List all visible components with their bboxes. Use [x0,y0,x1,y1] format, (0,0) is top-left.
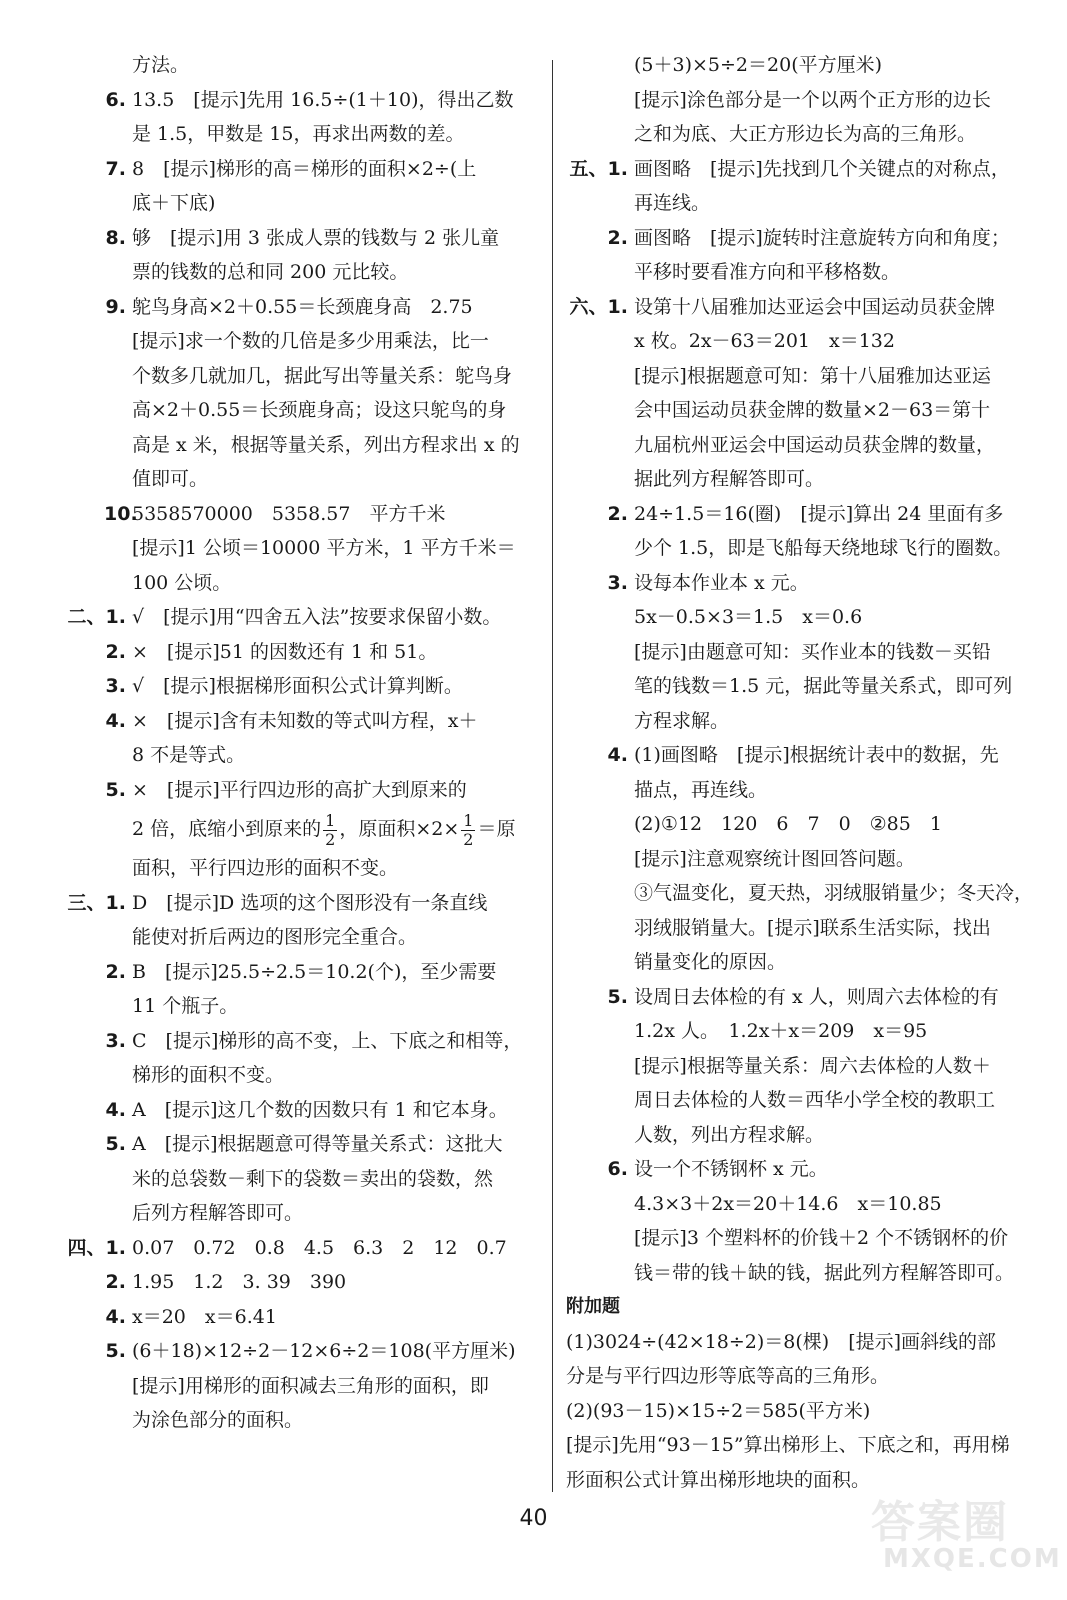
text-line: 够 [提示]用 3 张成人票的钱数与 2 张儿童 [132,226,500,249]
column-divider [552,60,553,1492]
text-line: 票的钱数的总和同 200 元比较。 [132,261,409,283]
text-line: 值即可。 [132,468,209,490]
answer-item [104,851,540,886]
answer-item [566,48,1046,152]
answer-item [566,497,1046,566]
answer-item [67,886,540,955]
text-line: 13.5 [提示]先用 16.5÷(1＋10)，得出乙数 [132,88,514,111]
answer-item [104,1127,540,1231]
text-line: 鸵鸟身高×2＋0.55＝长颈鹿身高 2.75 [132,295,473,318]
item-number: 3. [105,1029,126,1052]
text-line: 为涂色部分的面积。 [132,1409,304,1431]
item-number: 5. [105,1133,126,1155]
answer-item [104,1024,540,1093]
answer-item [104,1334,540,1438]
item-number: 5. [607,985,628,1008]
watermark-logo [865,1482,1062,1582]
item-number: 2. [607,226,628,249]
page-number: 40 [519,1506,548,1531]
answer-item [104,635,540,670]
fraction-denominator: 2 [463,829,474,849]
text-line: 5x－0.5×3＝1.5 x＝0.6 [634,606,863,628]
item-number: 4. [105,1305,126,1328]
text-line: x＝20 x＝6.41 [132,1305,277,1328]
text-line: 是 1.5，甲数是 15，再求出两数的差。 [132,123,465,145]
text-line: × [提示]含有未知数的等式叫方程，x＋ [132,709,478,732]
text-line: (2)①12 120 6 7 0 ②85 1 [634,813,942,835]
text-line: D [提示]D 选项的这个图形没有一条直线 [132,891,488,914]
text-line: 分是与平行四边形等底等高的三角形。 [566,1365,890,1387]
text-line: 能使对折后两边的图形完全重合。 [132,926,418,948]
text-line: 个数多几就加几，据此写出等量关系：鸵鸟身 [132,364,513,387]
text-line: [提示]根据题意可知：第十八届雅加达亚运 [634,364,991,387]
text-line: 方法。 [132,54,190,76]
answer-item [104,1093,540,1128]
answer-item [104,1300,540,1335]
text-line: 少个 1.5，即是飞船每天绕地球飞行的圈数。 [634,537,1013,559]
text-line: 高是 x 米，根据等量关系，列出方程求出 x 的 [132,433,520,456]
right-column [566,48,1046,1497]
answer-item [566,1152,1046,1290]
text-line: 九届杭州亚运会中国运动员获金牌的数量， [634,433,996,456]
text-line: A [提示]根据题意可得等量关系式：这批大 [132,1133,503,1155]
text-line: 羽绒服销量大。[提示]联系生活实际，找出 [634,916,991,939]
item-number: 五、1. [569,157,628,180]
answer-item [104,669,540,704]
text-line: 高×2＋0.55＝长颈鹿身高；设这只鸵鸟的身 [132,399,507,421]
text-line: 画图略 [提示]先找到几个关键点的对称点， [634,157,1010,180]
text-line: × [提示]51 的因数还有 1 和 51。 [132,640,438,663]
text-line: 8 [提示]梯形的高＝梯形的面积×2÷(上 [132,157,477,180]
text-line: [提示]由题意可知：买作业本的钱数－买铅 [634,640,991,663]
answer-item [104,221,540,290]
answer-item [566,1325,1046,1498]
text-line: C [提示]梯形的高不变，上、下底之和相等， [132,1029,523,1052]
section-header: 附加题 [566,1296,620,1317]
text-line: 梯形的面积不变。 [132,1064,285,1086]
answer-item [104,807,540,851]
text-line: 销量变化的原因。 [634,951,787,973]
text-line: 据此列方程解答即可。 [634,468,825,490]
item-number: 二、1. [67,606,126,628]
text-segment: ＝原 [477,818,516,840]
text-line: [提示]求一个数的几倍是多少用乘法，比一 [132,330,489,352]
watermark-text-bottom: MXQE.COM [883,1544,1062,1574]
text-line: 4.3×3＋2x＝20＋14.6 x＝10.85 [634,1192,942,1215]
item-number: 6. [607,1158,628,1180]
item-number: 4. [607,744,628,766]
answer-item [104,704,540,773]
text-line: 11 个瓶子。 [132,995,239,1017]
item-number: 4. [105,1098,126,1121]
text-line: (6＋18)×12÷2－12×6÷2＝108(平方厘米) [132,1340,516,1362]
answer-item [566,221,1046,290]
answer-item [566,980,1046,1153]
watermark-text-top: 答案圈 [871,1497,1009,1548]
item-number: 2. [105,640,126,663]
answer-item [566,566,1046,739]
text-line: 平移时要看准方向和平移格数。 [634,261,901,283]
answer-item [566,290,1046,497]
text-line: [提示]根据等量关系：周六去体检的人数＋ [634,1054,991,1077]
answer-item [104,48,540,83]
text-line: [提示]涂色部分是一个以两个正方形的边长 [634,88,991,111]
text-line: 会中国运动员获金牌的数量×2－63＝第十 [634,399,991,421]
text-line: 5358570000 5358.57 平方千米 [132,502,446,525]
text-line: √ [提示]根据梯形面积公式计算判断。 [132,675,463,697]
answer-item [104,290,540,497]
text-line: 设每本作业本 x 元。 [634,571,809,594]
text-line: 底＋下底) [132,192,216,214]
answer-item [104,773,540,808]
fraction-numerator: 1 [463,810,474,830]
text-line: 后列方程解答即可。 [132,1202,304,1224]
text-line: 8 不是等式。 [132,744,246,766]
text-line: 描点，再连线。 [634,778,768,801]
text-line: (1)画图略 [提示]根据统计表中的数据，先 [634,744,999,766]
text-line: (2)(93－15)×15÷2＝585(平方米) [566,1399,871,1422]
item-number: 4. [105,709,126,732]
text-line: 人数，列出方程求解。 [634,1123,825,1146]
answer-item [104,955,540,1024]
item-number: 8. [105,226,126,249]
text-line: [提示]1 公顷＝10000 平方米，1 平方千米＝ [132,537,516,559]
text-line: 形面积公式计算出梯形地块的面积。 [566,1468,871,1491]
item-number: 2. [105,1271,126,1293]
fraction [461,812,475,849]
text-line: 1.95 1.2 3. 39 390 [132,1271,347,1293]
fraction [323,812,337,849]
left-column [67,48,540,1438]
item-number: 三、1. [67,891,126,914]
fraction-numerator: 1 [325,810,336,830]
text-line: 周日去体检的人数＝西华小学全校的教职工 [634,1089,996,1111]
text-line: 画图略 [提示]旋转时注意旋转方向和角度； [634,226,1010,249]
item-number: 5. [105,778,126,801]
text-line: 设一个不锈钢杯 x 元。 [634,1158,828,1180]
text-line: B [提示]25.5÷2.5＝10.2(个)，至少需要 [132,960,497,983]
item-number: 3. [607,571,628,594]
text-line: 24÷1.5＝16(圈) [提示]算出 24 里面有多 [634,502,1004,525]
answer-item [67,1231,540,1266]
text-line: A [提示]这几个数的因数只有 1 和它本身。 [132,1098,508,1121]
item-number: 3. [105,675,126,697]
answer-item [104,152,540,221]
text-line: 设第十八届雅加达亚运会中国运动员获金牌 [634,295,996,318]
item-number: 10. [104,502,138,525]
text-line: [提示]3 个塑料杯的价钱＋2 个不锈钢杯的价 [634,1227,1009,1249]
answer-item [104,1265,540,1300]
answer-item [566,152,1046,221]
item-number: 四、1. [67,1236,126,1259]
fraction-denominator: 2 [325,829,336,849]
text-line: 笔的钱数＝1.5 元，据此等量关系式，即可列 [634,675,1013,697]
text-line: 面积，平行四边形的面积不变。 [132,857,399,879]
text-line: 再连线。 [634,192,711,214]
text-line: (5＋3)×5÷2＝20(平方厘米) [634,54,883,76]
text-line: 1.2x 人。 1.2x＋x＝209 x＝95 [634,1020,928,1042]
item-number: 7. [105,157,126,180]
item-number: 2. [607,502,628,525]
text-line [132,807,540,851]
text-line: ③气温变化，夏天热，羽绒服销量少；冬天冷， [634,882,1034,904]
text-line: [提示]用梯形的面积减去三角形的面积，即 [132,1374,489,1397]
item-number: 六、1. [569,295,628,318]
item-number: 5. [105,1340,126,1362]
text-line: × [提示]平行四边形的高扩大到原来的 [132,778,467,801]
answer-item [566,738,1046,980]
text-line: 0.07 0.72 0.8 4.5 6.3 2 12 0.7 [132,1236,507,1259]
text-line: 方程求解。 [634,709,730,732]
text-line: √ [提示]用“四舍五入法”按要求保留小数。 [132,606,502,628]
text-segment: 2 倍，底缩小到原来的 [132,818,322,840]
answer-item [104,497,540,601]
text-segment: ，原面积×2× [339,818,460,840]
text-line: 米的总袋数－剩下的袋数＝卖出的袋数，然 [132,1167,494,1190]
text-line: 钱＝带的钱＋缺的钱，据此列方程解答即可。 [634,1261,1015,1284]
text-line: [提示]注意观察统计图回答问题。 [634,847,915,870]
text-line: 之和为底、大正方形边长为高的三角形。 [634,123,977,145]
text-line: [提示]先用“93－15”算出梯形上、下底之和，再用梯 [566,1434,1010,1456]
answer-item [67,600,540,635]
answer-item [104,83,540,152]
item-number: 2. [105,960,126,983]
text-line: 100 公顷。 [132,571,232,594]
text-line: 设周日去体检的有 x 人，则周六去体检的有 [634,985,999,1008]
item-number: 6. [105,88,126,111]
item-number: 9. [105,295,126,318]
text-line: (1)3024÷(42×18÷2)＝8(棵) [提示]画斜线的部 [566,1330,997,1353]
text-line: x 枚。2x－63＝201 x＝132 [634,330,895,352]
